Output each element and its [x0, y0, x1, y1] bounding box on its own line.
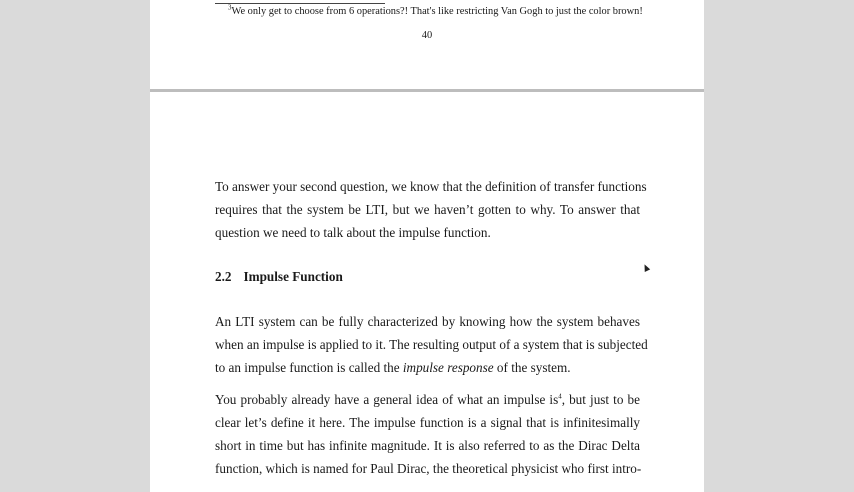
- footnote-rule: [215, 3, 385, 4]
- footnote: [228, 5, 698, 18]
- text-line: when an impulse is applied to it. The resulting output of a system that is subjected: [215, 337, 648, 352]
- footnote-reference: 4: [558, 392, 562, 401]
- section-heading: [215, 269, 343, 285]
- text-segment: to an impulse function is called the: [215, 360, 403, 375]
- text-line: function, which is named for Paul Dirac, the theoretical physicist who first intro-: [215, 461, 642, 476]
- section-number: 2.2: [215, 269, 232, 284]
- text-line: To answer your second question, we know that the definition of transfer functions: [215, 179, 647, 194]
- text-segment: , but just to be: [561, 392, 640, 407]
- footnote-marker: 3: [228, 3, 232, 12]
- paragraph-transfer-functions: [215, 175, 647, 244]
- text-line: [215, 356, 640, 379]
- text-line: question we need to talk about the impulse function.: [215, 225, 491, 240]
- emphasis-impulse-response: impulse response: [402, 360, 494, 375]
- previous-page: [150, 0, 704, 89]
- page-number: 40: [421, 30, 433, 41]
- text-line: [215, 388, 640, 411]
- text-segment: of the system.: [493, 360, 571, 375]
- text-line: requires that the system be LTI, but we haven’t gotten to why. To answer that: [215, 202, 640, 217]
- text-line: short in time but has infinite magnitude. It is also referred to as the Dirac Delta: [215, 438, 640, 453]
- text-segment: You probably already have a general idea of what an impulse is: [215, 392, 559, 407]
- section-title: Impulse Function: [243, 269, 343, 284]
- text-line: clear let’s define it here. The impulse function is a signal that is infinitesimally: [215, 415, 640, 430]
- footnote-text: We only get to choose from 6 operations?! That's like restricting Van Gogh to just the color brown!: [231, 6, 643, 17]
- current-page: [150, 92, 704, 492]
- paragraph-lti-system: [215, 310, 648, 379]
- paragraph-impulse-definition: [215, 388, 640, 480]
- text-line: An LTI system can be fully characterized by knowing how the system behaves: [215, 314, 640, 329]
